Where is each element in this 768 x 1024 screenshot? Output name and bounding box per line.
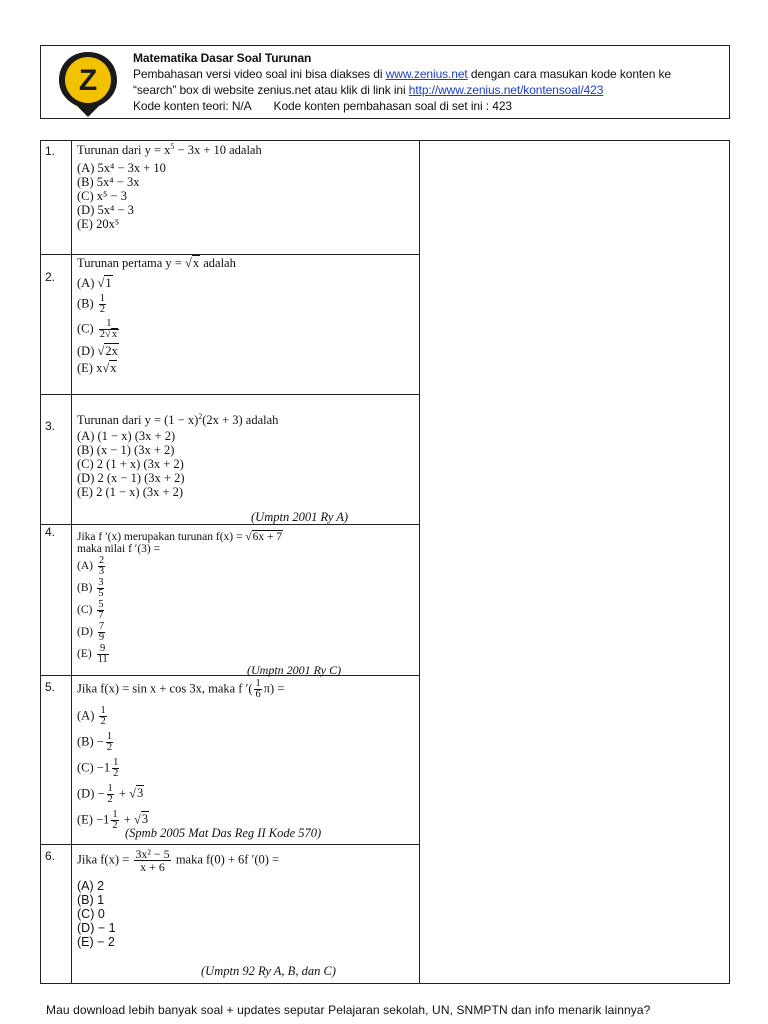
option-c: (C) x⁵ − 3 bbox=[77, 189, 127, 203]
option-d: (D) √2x bbox=[77, 344, 118, 358]
question-number: 2. bbox=[45, 270, 56, 284]
option-e: (E) $\frac{9}{11}$ bbox=[77, 643, 108, 665]
option-e: (E) −1 $\frac{1}{2}$ + √3 bbox=[77, 809, 149, 831]
question-1 bbox=[41, 141, 419, 254]
kontensoal-link[interactable]: http://www.zenius.net/kontensoal/423 bbox=[408, 83, 604, 97]
question-stem: Jika f ′(x) merupakan turunan f(x) = √6x + 7 bbox=[77, 531, 283, 543]
option-c: (C) $\frac{1}{2√x}$ bbox=[77, 318, 118, 340]
question-6 bbox=[41, 844, 419, 985]
question-number: 6. bbox=[45, 849, 56, 863]
header-text bbox=[133, 50, 727, 114]
question-3 bbox=[41, 394, 419, 524]
header-line-1: Pembahasan versi video soal ini bisa diakses di www.zenius.net dengan cara masukan kode konten ke bbox=[133, 67, 671, 81]
option-a: (A) (1 − x) (3x + 2) bbox=[77, 429, 176, 443]
question-number: 5. bbox=[45, 680, 56, 694]
option-d: (D) − $\frac{1}{2}$ + √3 bbox=[77, 783, 144, 805]
question-source: (Umptn 92 Ry A, B, dan C) bbox=[201, 964, 336, 978]
question-source: (Umptn 2001 Ry A) bbox=[251, 510, 349, 524]
option-a: (A) √1 bbox=[77, 276, 112, 290]
question-5 bbox=[41, 675, 419, 844]
header-line-2: “search” box di website zenius.net atau klik di link ini http://www.zenius.net/kontensoal/423 bbox=[133, 83, 604, 97]
option-a: (A) 2 bbox=[77, 879, 105, 893]
option-c: (C) 2 (1 + x) (3x + 2) bbox=[77, 457, 184, 471]
option-b: (B) $\frac{1}{2}$ bbox=[77, 293, 106, 315]
option-b: (B) 1 bbox=[77, 893, 105, 907]
option-e: (E) 20x⁵ bbox=[77, 217, 120, 231]
option-a: (A) 5x⁴ − 3x + 10 bbox=[77, 161, 166, 175]
option-a: (A) $\frac{1}{2}$ bbox=[77, 705, 106, 727]
option-b: (B) 5x⁴ − 3x bbox=[77, 175, 140, 189]
zenius-link[interactable]: www.zenius.net bbox=[385, 67, 468, 81]
question-source: (Spmb 2005 Mat Das Reg II Kode 570) bbox=[125, 826, 322, 840]
question-stem: Turunan dari $y = x^5 - 3x + 10$ adalah bbox=[77, 141, 262, 157]
question-table bbox=[40, 140, 730, 984]
option-c: (C) −1 $\frac{1}{2}$ bbox=[77, 757, 119, 779]
question-number: 1. bbox=[45, 144, 56, 158]
zenius-logo-icon bbox=[55, 49, 121, 119]
question-stem-line-2: maka nilai f ′(3) = bbox=[77, 543, 161, 555]
option-d: (D) 5x⁴ − 3 bbox=[77, 203, 134, 217]
question-stem: Turunan dari $y = (1 - x)^2(2x + 3)$ adalah bbox=[77, 411, 279, 427]
question-source: (Umptn 2001 Ry C) bbox=[247, 663, 342, 677]
document-title: Matematika Dasar Soal Turunan bbox=[133, 51, 312, 65]
question-number: 4. bbox=[45, 525, 56, 539]
option-c: (C) 0 bbox=[77, 907, 105, 921]
footer-text: Mau download lebih banyak soal + updates seputar Pelajaran sekolah, UN, SNMPTN dan info menarik lainnya? bbox=[46, 1003, 651, 1017]
option-b: (B) (x − 1) (3x + 2) bbox=[77, 443, 175, 457]
svg-text:Z: Z bbox=[78, 64, 98, 97]
header-line-3: Kode konten teori: N/A Kode konten pembahasan soal di set ini : 423 bbox=[133, 99, 512, 113]
option-e: (E) − 2 bbox=[77, 935, 115, 949]
question-stem: Jika f(x) = sin x + cos 3x, maka f ′( $\frac{1}{6}$ π) = bbox=[77, 678, 285, 700]
option-c: (C) $\frac{5}{7}$ bbox=[77, 599, 104, 621]
question-4 bbox=[41, 524, 419, 675]
option-d: (D) $\frac{7}{9}$ bbox=[77, 621, 105, 643]
option-b: (B) − $\frac{1}{2}$ bbox=[77, 731, 113, 753]
option-e: (E) 2 (1 − x) (3x + 2) bbox=[77, 485, 184, 499]
header-box bbox=[40, 45, 730, 119]
option-e: (E) x√x bbox=[77, 361, 117, 375]
question-stem: Jika f(x) = $\frac{\text{3x² − 5}}{x + 6}$ maka f(0) + 6f ′(0) = bbox=[77, 847, 280, 874]
option-a: (A) $\frac{2}{3}$ bbox=[77, 555, 105, 577]
question-stem: Turunan pertama y = √x adalah bbox=[77, 256, 236, 270]
option-d: (D) 2 (x − 1) (3x + 2) bbox=[77, 471, 185, 485]
option-b: (B) $\frac{3}{5}$ bbox=[77, 577, 104, 599]
question-number: 3. bbox=[45, 419, 56, 433]
option-d: (D) − 1 bbox=[77, 921, 116, 935]
question-2 bbox=[41, 254, 419, 394]
